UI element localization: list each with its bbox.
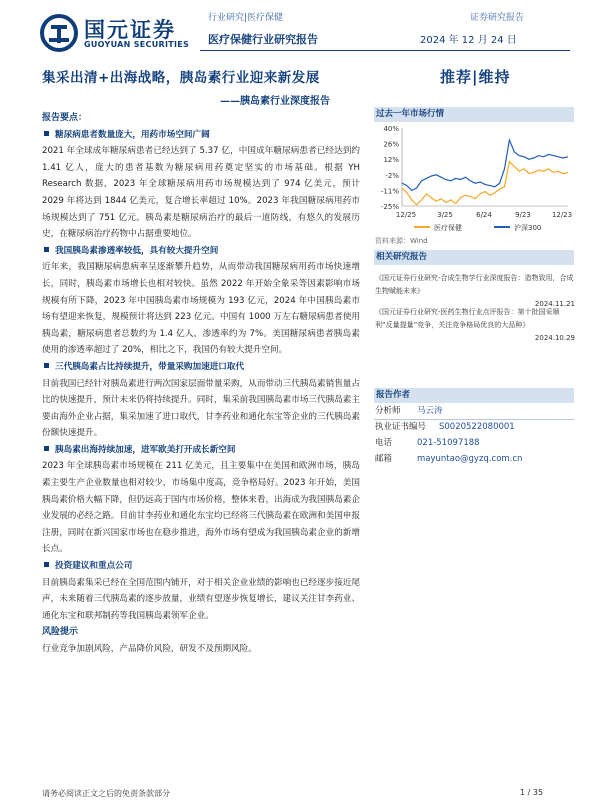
header-report-title: 医疗保健行业研究报告 [208,33,318,46]
author-key: 分析师 [375,406,401,416]
related-item-date: 2024.10.29 [534,334,575,342]
y-tick-label: -11% [380,187,399,196]
header-categories: 行业研究|医疗保健 [208,13,284,23]
logo-text-en: GUOYUAN SECURITIES [84,40,190,49]
rating-badge: 推荐|维持 [440,68,511,86]
bullet-title: 糖尿病患者数量庞大，用药市场空间广阔 [42,127,360,144]
header-divider [200,50,570,51]
related-item [375,306,575,345]
summary-section [42,110,360,658]
bullet-square-icon [44,446,49,451]
bullet-square-icon [44,131,49,136]
author-email[interactable]: mayuntao@gyzq.com.cn [417,454,523,464]
author-row [375,420,575,435]
bullet-body: 2021 年全球成年糖尿病患者已经达到了 5.37 亿，中国成年糖尿病患者已经达到约 1.41 亿人，庞大的患者基数为糖尿病用药奠定坚实的市场基础。根据 YH Research 数据，2023 年全球糖尿病用药市场规模达到了 974 亿美元，预计 2029 年将达到 1844 亿美元，复合增长率超过 10%。2023 年我国糖尿病用药市场规模达到了 751 亿元。胰岛素是糖尿病治疗的最后一道防线，有悠久的发展历史，在糖尿病治疗药物中占据重要地位。 [42,146,360,240]
series-line [402,140,568,190]
page-title: 集采出清+出海战略，胰岛素行业迎来新发展 [42,70,320,86]
author-value: 021-51097188 [417,438,480,448]
logo-mark [38,14,80,52]
chart-heading: 过去一年市场行情 [374,107,574,122]
bullet-title: 投资建议和重点公司 [42,558,360,575]
author-row [375,452,575,467]
x-tick-label: 12/23 [551,211,573,219]
risk-body: 行业竞争加剧风险，产品降价风险，研发不及预期风险。 [42,644,257,654]
author-key: 邮箱 [375,454,393,464]
author-row [375,404,575,419]
x-tick-label: 6/24 [476,211,492,219]
chart-source: 资料来源：Wind [375,237,428,245]
author-heading: 报告作者 [374,388,574,403]
bullet-title: 我国胰岛素渗透率较低，具有较大提升空间 [42,243,360,260]
y-tick-label: -2% [385,171,399,180]
bullet-body: 目前我国已经针对胰岛素进行两次国家层面带量采购，从而带动三代胰岛素销售量占比的快速提升，预计未来仍将持续提升。同时，集采前我国胰岛素市场三代胰岛素主要由海外企业占据，集采加速了进口取代，甘李药业和通化东宝等企业的三代胰岛素份额快速提升。 [42,378,360,439]
legend-label: 沪深300 [514,224,542,232]
related-item-title: 《国元证券行业研究-合成生物学行业深度报告：造物致用，合成生物赋能未来》 [375,274,574,295]
x-tick-label: 12/25 [395,211,417,219]
logo-text-cn: 国元证券 [84,18,176,42]
x-tick-label: 3/25 [437,211,453,219]
bullet-square-icon [44,562,49,567]
market-performance-chart [372,122,576,234]
legend-label: 医疗保健 [434,224,462,232]
x-tick-label: 9/23 [515,211,531,219]
related-item-date: 2024.11.21 [534,300,575,308]
author-row [375,436,575,451]
bullet-title: 三代胰岛素占比持续提升，带量采购加速进口取代 [42,359,360,376]
header-date: 2024 年 12 月 24 日 [420,35,517,46]
author-key: 执业证书编号 [375,422,427,432]
bullet-body: 目前胰岛素集采已经在全国范围内铺开，对于相关企业业绩的影响也已经逐步接近尾声，未来随着三代胰岛素的逐步放量，业绩有望逐步恢复增长，建议关注甘李药业、通化东宝和联邦制药等我国胰岛素领军企业。 [42,577,360,621]
series-line [402,162,568,205]
author-key: 电话 [375,438,393,448]
bullet-square-icon [44,363,49,368]
header-report-type: 证券研究报告 [470,13,525,23]
bullet-body: 2023 年全球胰岛素市场规模在 211 亿美元，且主要集中在美国和欧洲市场，胰岛素主要生产企业数量也相对较少，市场集中度高，竞争格局好。2023 年开始，美国胰岛素价格大幅下降，但仍远高于国内市场价格，整体来看，出海成为我国胰岛素企业发展的必经之路。目前甘李药业和通化东宝均已经将三代胰岛素在欧洲和美国申报注册，同时在新兴国家市场也在稳步推进，海外市场有望成为我国胰岛素企业的新增长点。 [42,461,360,555]
related-heading: 相关研究报告 [374,250,574,265]
summary-heading: 报告要点： [42,113,88,123]
y-tick-label: 12% [383,156,399,165]
page-subtitle: ——胰岛素行业深度报告 [220,96,330,107]
footer-disclaimer: 请务必阅读正文之后的免责条款部分 [42,789,170,798]
risk-heading: 风险提示 [42,627,79,638]
y-tick-label: -25% [380,203,399,211]
author-value: S0020522080001 [439,422,515,432]
related-item-title: 《国元证券行业研究-医药生物行业点评报告：第十批国采顺利“反量提量”竞争，关注竞争格局优良的大品种》 [375,308,560,329]
page-number: 1 / 35 [520,788,544,797]
author-value: 马云涛 [417,406,443,416]
bullet-title: 胰岛素出海持续加速，进军欧美打开成长新空间 [42,442,360,459]
y-tick-label: 40% [383,125,399,133]
y-tick-label: 26% [383,140,399,149]
bullet-body: 近年来，我国糖尿病患病率呈逐渐攀升趋势，从而带动我国糖尿病用药市场快速增长，同时，胰岛素市场增长也相对较快。虽然 2022 年开始全象采等因素影响市场规模有所下降，2023 年中国胰岛素市场规模为 193 亿元，2024 年中国胰岛素市场有望迎来恢复，规模预计将达到 223 亿元。中国有 1000 万左右糖尿病患者使用胰岛素，糖尿病患者总数约为 1.4 亿人，渗透率约为 7%。美国糖尿病患者胰岛素使用的渗透率超过了 20%，相比之下，我国仍有较大提升空间。 [42,262,360,356]
bullet-square-icon [44,247,49,252]
